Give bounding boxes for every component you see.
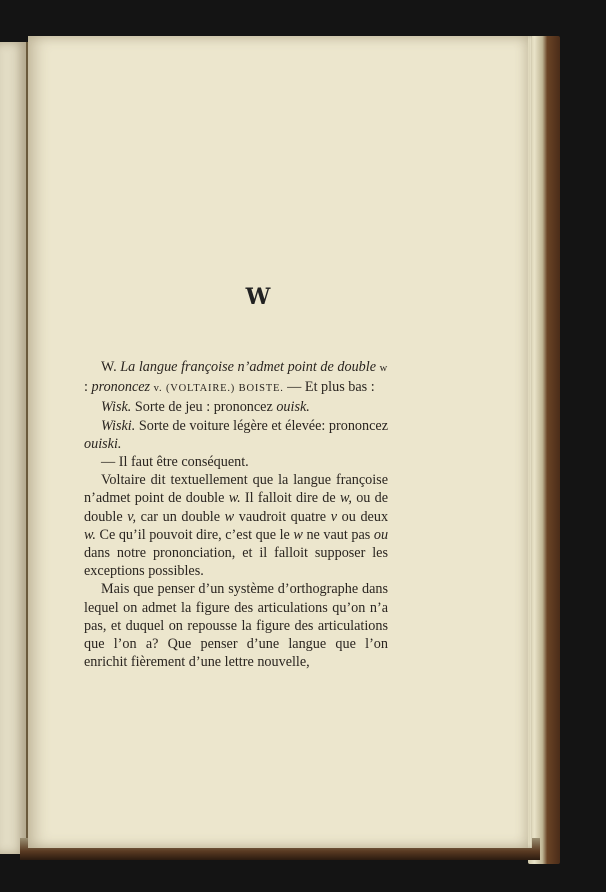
p5-text: dans notre prononciation, et il falloit supposer les exceptions possibles. xyxy=(84,545,388,580)
p5-text: ne vaut pas xyxy=(306,526,371,543)
p5-v: v xyxy=(330,508,338,525)
p5-ou: ou xyxy=(373,526,389,543)
book-page xyxy=(28,36,528,848)
p5-text: ou deux xyxy=(341,508,389,525)
p5-text: Voltaire dit textuellement que la langue françoise n’admet point de double xyxy=(84,472,388,507)
paragraph-4: — Il faut être conséquent. xyxy=(101,454,249,471)
entry-word-wiski: Wiski. xyxy=(101,417,136,434)
left-page-edge xyxy=(0,42,28,854)
entry-word-wisk: Wisk. xyxy=(101,399,132,416)
p5-text: car un double xyxy=(140,508,221,525)
p5-v: v, xyxy=(127,508,137,525)
section-heading: W xyxy=(245,284,271,310)
paragraph-3 xyxy=(84,417,388,453)
author: BOISTE. xyxy=(238,383,284,395)
p5-w: w, xyxy=(339,490,352,507)
entry-def-wiski: Sorte de voiture légère et élevée: prononcez xyxy=(138,417,388,434)
p5-text: vaudroit quatre xyxy=(238,508,327,525)
pron-label: prononcez xyxy=(91,379,151,396)
p5-text: Ce qu’il pouvoit dire, c’est que le xyxy=(99,526,290,543)
letter-v: v. xyxy=(153,383,163,395)
attribution: (VOLTAIRE.) xyxy=(165,383,236,395)
entry-pron-wisk: ouisk. xyxy=(276,399,310,416)
p5-w: w. xyxy=(84,526,96,543)
book-cover-right xyxy=(528,36,560,864)
entry-pron-wiski: ouiski. xyxy=(84,435,122,452)
entry-def-wisk: Sorte de jeu : prononcez xyxy=(134,399,273,416)
page-body xyxy=(84,358,388,671)
paragraph-5 xyxy=(84,471,388,580)
paragraph-2 xyxy=(84,398,388,416)
paragraph-6: Mais que penser d’un système d’orthographe dans lequel on admet la figure des articulations qu’on n’a pas, et duquel on repousse la figure des articulations que l’on a? Que penser d’une langue que l’on enrichit fièrement d’une lettre nouvelle, xyxy=(84,581,388,671)
letter-w: w xyxy=(379,363,389,374)
entry-lead: W. xyxy=(101,359,117,375)
colon: : xyxy=(84,379,88,396)
p5-w: w xyxy=(293,526,303,543)
paragraph-1-tail: — Et plus bas : xyxy=(287,379,375,396)
p5-text: ou de double xyxy=(84,490,389,525)
p5-w: w. xyxy=(228,490,241,507)
quote-text: La langue françoise n’admet point de double xyxy=(120,359,377,375)
p5-text: Il falloit dire de xyxy=(244,490,336,507)
paragraph-1 xyxy=(84,358,388,398)
p5-w: w xyxy=(224,508,235,525)
